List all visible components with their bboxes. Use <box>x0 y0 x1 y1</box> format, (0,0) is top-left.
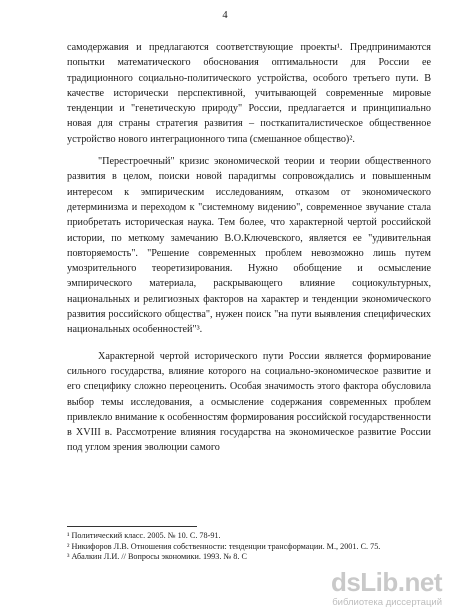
paragraph-2: "Перестроечный" кризис экономической теории и теории общественного развития в целом, поиски новой парадигмы сопровождались и повышенным интересом к эмпирическим исследованиям, отказом от экономического детерминизма и переходом к "системному видению", современное звучание стала приобретать историческая наука. Тем более, что характерной чертой российской истории, по меткому замечанию В.О.Ключевского, является ее "удивительная повторяемость". "Решение современных проблем невозможно лишь путем умозрительного теоретизирования. Нужно обобщение и осмысление эмпирического материала, раскрывающего влияние социокультурных, национальных и религиозных факторов на характер и тенденции экономического развития российского общества", нужен поиск "на пути выявления специфических национальных особенностей"³. <box>67 156 431 336</box>
watermark <box>314 568 442 612</box>
body-text <box>67 40 431 456</box>
footnote-separator <box>67 526 197 527</box>
footnote-3: ³ Абалкин Л.И. // Вопросы экономики. 1993. № 8. С <box>67 552 247 561</box>
footnotes <box>67 531 431 563</box>
footnote-1: ¹ Политический класс. 2005. № 10. С. 78-91. <box>67 531 221 540</box>
watermark-caption: библиотека диссертаций <box>332 597 442 608</box>
paragraph-3: Характерной чертой исторического пути России является формирование сильного государства, влияние которого на социально-экономическое развитие и его специфику сложно переоценить. Особая значимость этого фактора обусловила выбор темы исследования, а осмысление содержания современных проблем привлекло внимание к особенностям формирования российской государственности в XVIII в. Рассмотрение влияния государства на экономическое развитие России под углом зрения эволюции самого <box>67 350 431 454</box>
footnote-2: ² Никифоров Л.В. Отношения собственности: тенденции трансформации. М., 2001. С. 75. <box>67 541 381 551</box>
page-number: 4 <box>222 10 228 21</box>
paragraph-1: самодержавия и предлагаются соответствующие проекты¹. Предпринимаются попытки математического обоснования оптимальности для России ее традиционного социально-политического устройства, особого третьего пути. В качестве исторически перспективной, учитывающей современные мировые тенденции и "генетическую природу" России, предлагается и принципиально новая для страны стратегия развития – посткапиталистическое общественное устройство нового интеграционного типа (смешанное общество)². <box>67 42 431 145</box>
watermark-logo: dsLib.net <box>330 567 442 597</box>
